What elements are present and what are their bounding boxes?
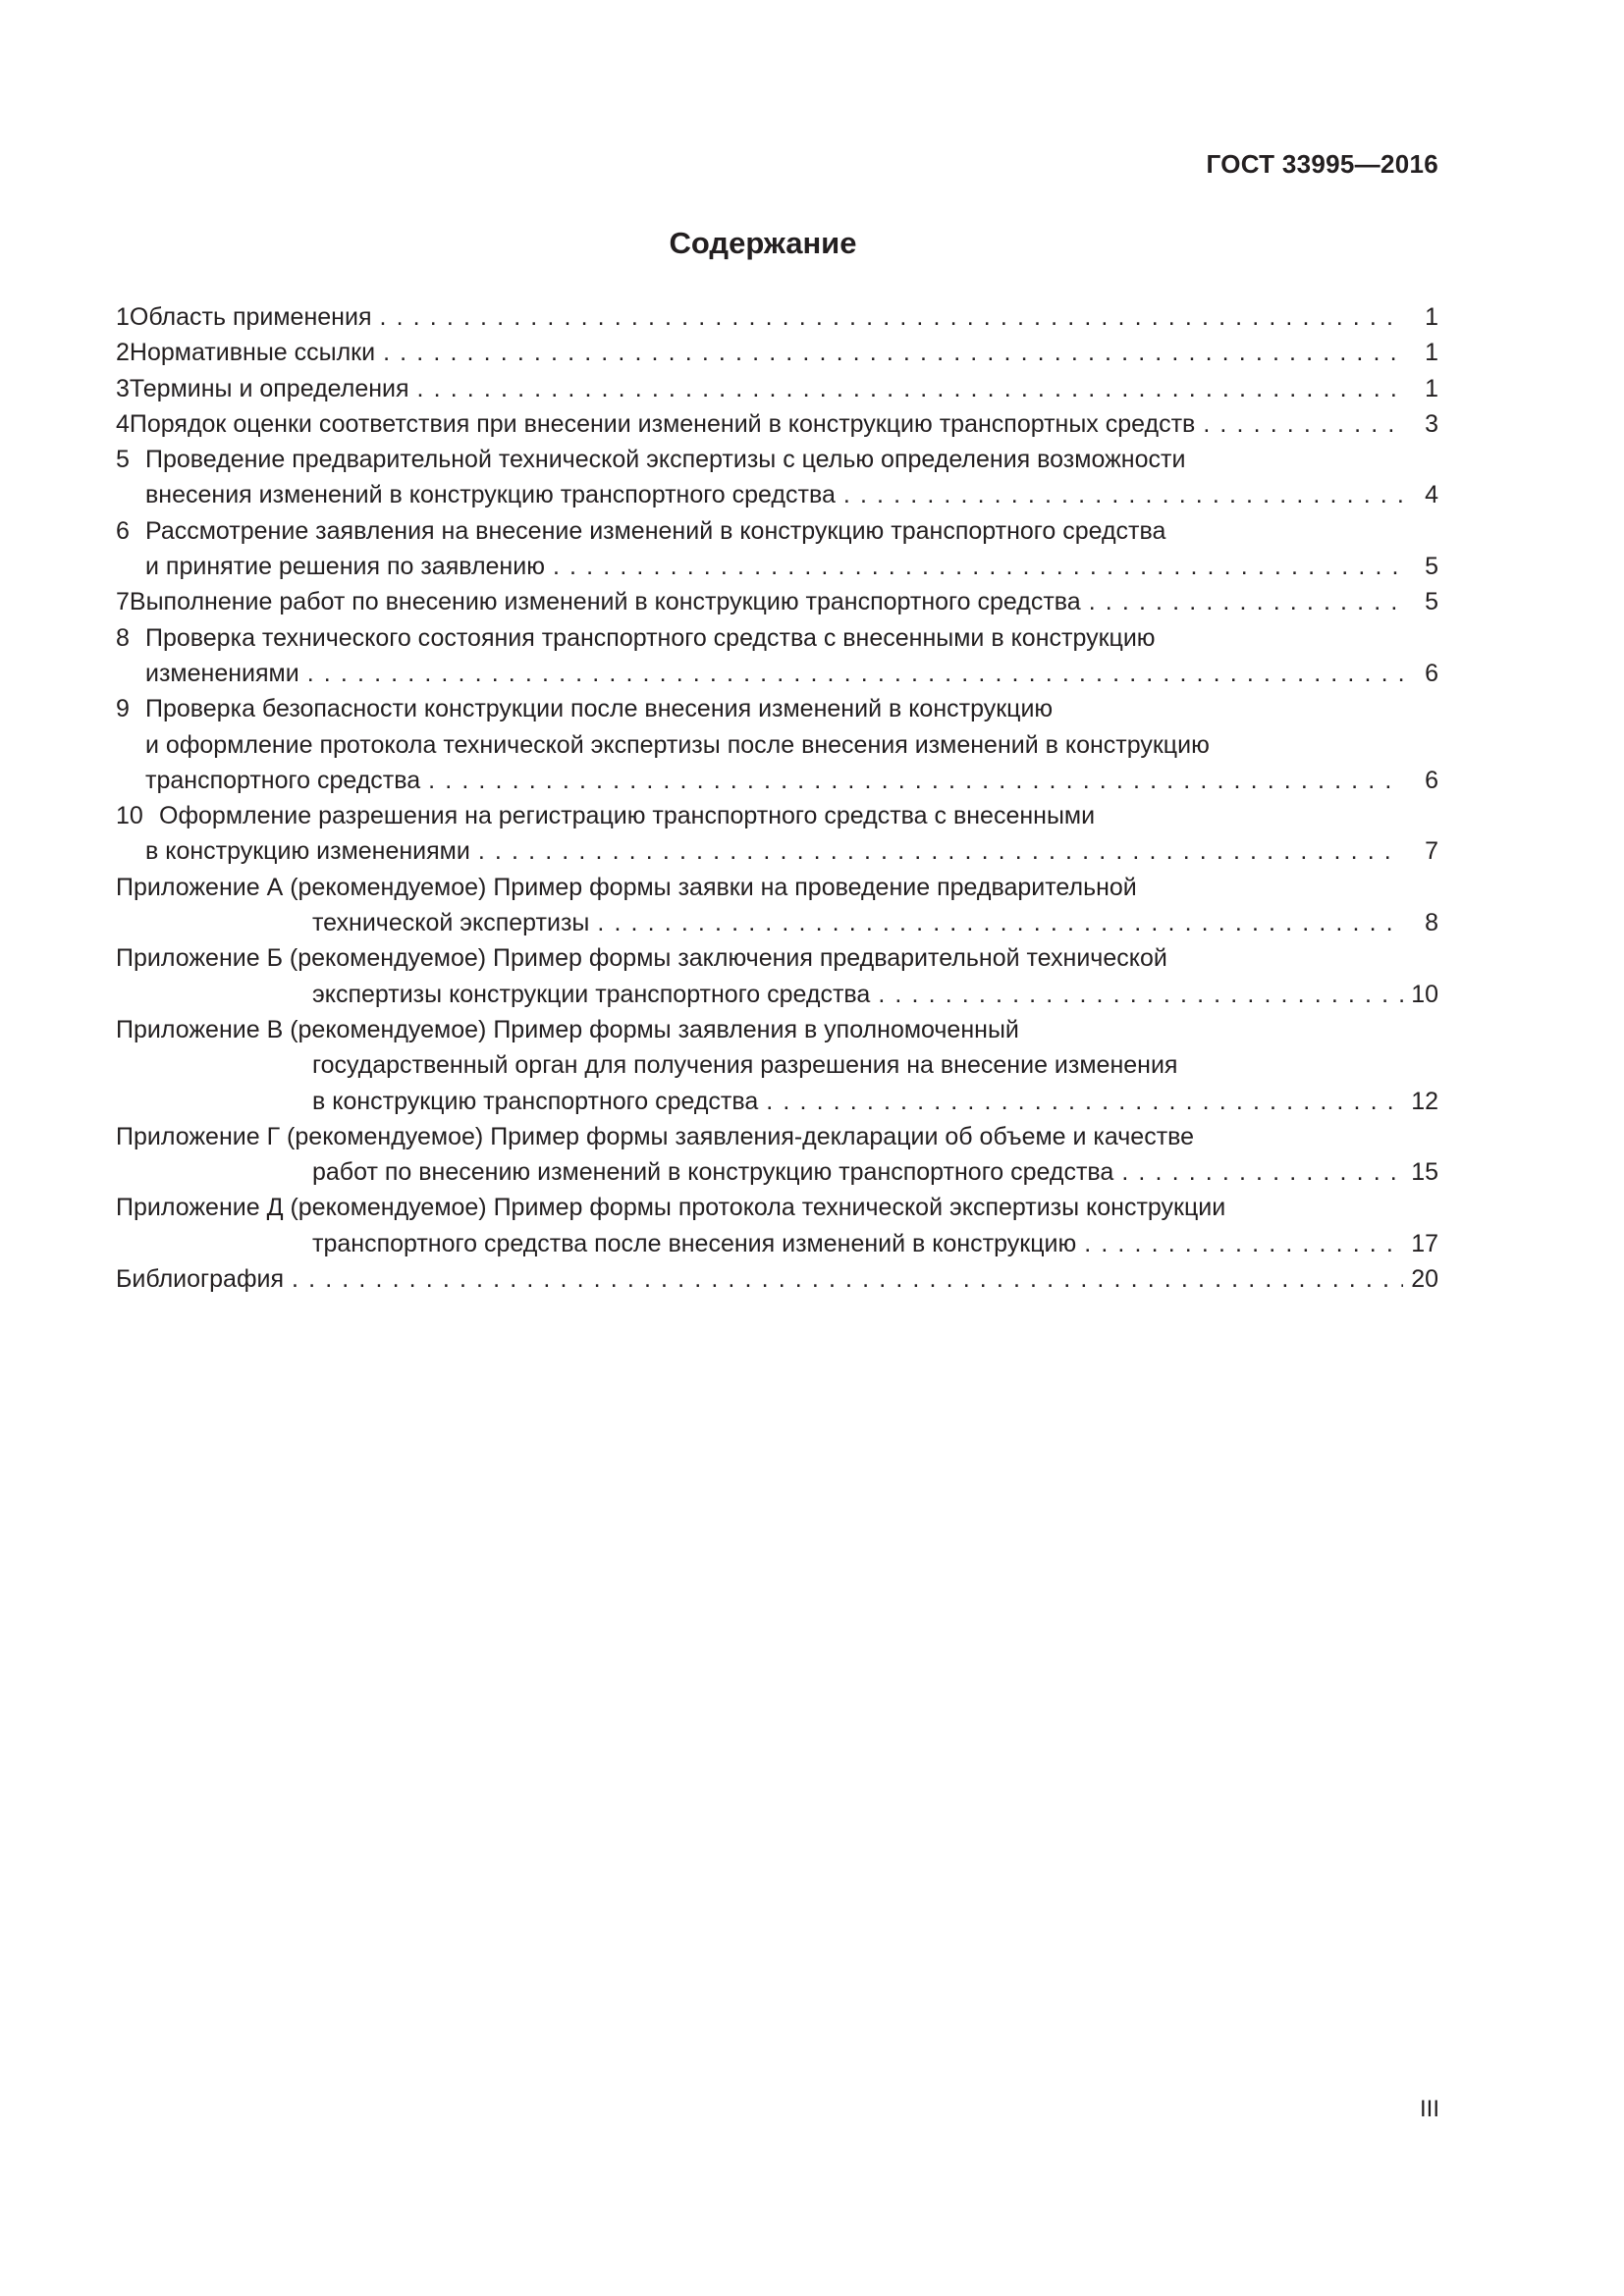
dot-leader [307, 656, 1403, 691]
toc-entry-title: Проверка технического состояния транспортного средства с внесенными в конструкцию [145, 623, 1156, 652]
document-code: ГОСТ 33995—2016 [1206, 149, 1438, 179]
dot-leader [766, 1084, 1403, 1119]
toc-appendix-title: Приложение Б (рекомендуемое) Пример формы заключения предварительной технической [116, 944, 1167, 973]
toc-entry-title: Выполнение работ по внесению изменений в конструкцию транспортного средства [129, 588, 1081, 616]
toc-bibliography[interactable] [116, 1261, 1438, 1297]
toc-entry-title: Нормативные ссылки [129, 339, 376, 367]
toc-entry-1[interactable] [116, 299, 1438, 335]
dot-leader [1121, 1154, 1403, 1190]
dot-leader [1203, 406, 1403, 442]
toc-entry-6[interactable] [116, 513, 1438, 585]
toc-appendix-title-continuation: в конструкцию транспортного средства [312, 1087, 759, 1115]
toc-entry-title: Оформление разрешения на регистрацию транспортного средства с внесенными [159, 802, 1096, 830]
dot-leader [417, 371, 1403, 406]
toc-appendix-v[interactable] [116, 1012, 1438, 1119]
toc-entry-number: 9 [116, 695, 130, 723]
toc-entry-5[interactable] [116, 442, 1438, 513]
toc-entry-number: 6 [116, 516, 130, 545]
toc-entry-9[interactable] [116, 691, 1438, 798]
toc-entry-title: Проверка безопасности конструкции после внесения изменений в конструкцию [145, 695, 1054, 723]
dot-leader [553, 549, 1403, 584]
toc-entry-number: 10 [116, 802, 143, 830]
toc-bibliography-title: Библиография [116, 1265, 285, 1294]
toc-entry-title-continuation: и принятие решения по заявлению [145, 553, 545, 581]
toc-page-number: 17 [1411, 1229, 1438, 1257]
toc-appendix-title-continuation: транспортного средства после внесения изменений в конструкцию [312, 1229, 1077, 1257]
dot-leader [1084, 1226, 1403, 1261]
toc-entry-4[interactable] [116, 406, 1438, 442]
page-number: III [1419, 2096, 1439, 2122]
toc-appendix-g[interactable] [116, 1119, 1438, 1191]
toc-entry-3[interactable] [116, 371, 1438, 406]
toc-entry-title-continuation: внесения изменений в конструкцию транспортного средства [145, 481, 836, 509]
dot-leader [1089, 584, 1403, 619]
toc-page-number: 15 [1411, 1158, 1438, 1187]
toc-page-number: 5 [1425, 553, 1438, 581]
toc-page-number: 3 [1425, 409, 1438, 438]
toc-entry-title-continuation: транспортного средства [145, 766, 421, 794]
toc-entry-title: Термины и определения [129, 374, 409, 402]
toc-page-number: 1 [1425, 339, 1438, 367]
table-of-contents [116, 299, 1438, 1297]
toc-appendix-title: Приложение Г (рекомендуемое) Пример формы заявления-декларации об объеме и качестве [116, 1122, 1195, 1150]
toc-page-number: 1 [1425, 374, 1438, 402]
toc-entry-8[interactable] [116, 620, 1438, 692]
toc-page-number: 4 [1425, 481, 1438, 509]
dot-leader [428, 763, 1403, 798]
toc-entry-title: Область применения [129, 303, 372, 331]
toc-page-number: 6 [1425, 659, 1438, 687]
toc-entry-number: 7 [116, 588, 130, 616]
dot-leader [597, 905, 1403, 940]
toc-entry-title: Проведение предварительной технической экспертизы с целью определения возможности [145, 446, 1186, 474]
dot-leader [379, 299, 1403, 335]
dot-leader [478, 833, 1403, 869]
toc-entry-7[interactable] [116, 584, 1438, 619]
toc-page-number: 6 [1425, 766, 1438, 794]
toc-entry-number: 2 [116, 339, 130, 367]
toc-entry-number: 1 [116, 303, 130, 331]
toc-entry-number: 5 [116, 446, 130, 474]
toc-entry-title-continuation: в конструкцию изменениями [145, 837, 470, 866]
toc-page-number: 1 [1425, 303, 1438, 331]
toc-appendix-b[interactable] [116, 940, 1438, 1012]
toc-appendix-title-continuation: технической экспертизы [312, 909, 590, 937]
toc-appendix-title: Приложение А (рекомендуемое) Пример формы заявки на проведение предварительной [116, 873, 1137, 901]
dot-leader [878, 977, 1403, 1012]
toc-entry-2[interactable] [116, 335, 1438, 370]
toc-page-number: 8 [1425, 909, 1438, 937]
toc-entry-title: Рассмотрение заявления на внесение изменений в конструкцию транспортного средства [145, 516, 1166, 545]
toc-entry-10[interactable] [116, 798, 1438, 870]
toc-title: Содержание [669, 226, 857, 260]
toc-page-number: 7 [1425, 837, 1438, 866]
toc-entry-title: Порядок оценки соответствия при внесении изменений в конструкцию транспортных средств [129, 409, 1196, 438]
toc-page-number: 12 [1411, 1087, 1438, 1115]
toc-appendix-title-continuation: экспертизы конструкции транспортного средства [312, 980, 871, 1008]
toc-entry-title-continuation: и оформление протокола технической экспертизы после внесения изменений в конструкцию [145, 730, 1210, 759]
dot-leader [292, 1261, 1403, 1297]
toc-page-number: 5 [1425, 588, 1438, 616]
toc-entry-number: 3 [116, 374, 130, 402]
toc-page-number: 20 [1411, 1265, 1438, 1294]
toc-entry-number: 8 [116, 623, 130, 652]
dot-leader [843, 477, 1403, 512]
dot-leader [383, 335, 1403, 370]
toc-appendix-d[interactable] [116, 1190, 1438, 1261]
toc-appendix-a[interactable] [116, 870, 1438, 941]
toc-appendix-title: Приложение В (рекомендуемое) Пример формы заявления в уполномоченный [116, 1015, 1019, 1043]
toc-entry-title-continuation: изменениями [145, 659, 299, 687]
toc-appendix-title-continuation: государственный орган для получения разрешения на внесение изменения [312, 1051, 1178, 1080]
toc-entry-number: 4 [116, 409, 130, 438]
toc-appendix-title-continuation: работ по внесению изменений в конструкцию транспортного средства [312, 1158, 1114, 1187]
toc-page-number: 10 [1411, 980, 1438, 1008]
toc-appendix-title: Приложение Д (рекомендуемое) Пример формы протокола технической экспертизы конструкции [116, 1194, 1226, 1222]
